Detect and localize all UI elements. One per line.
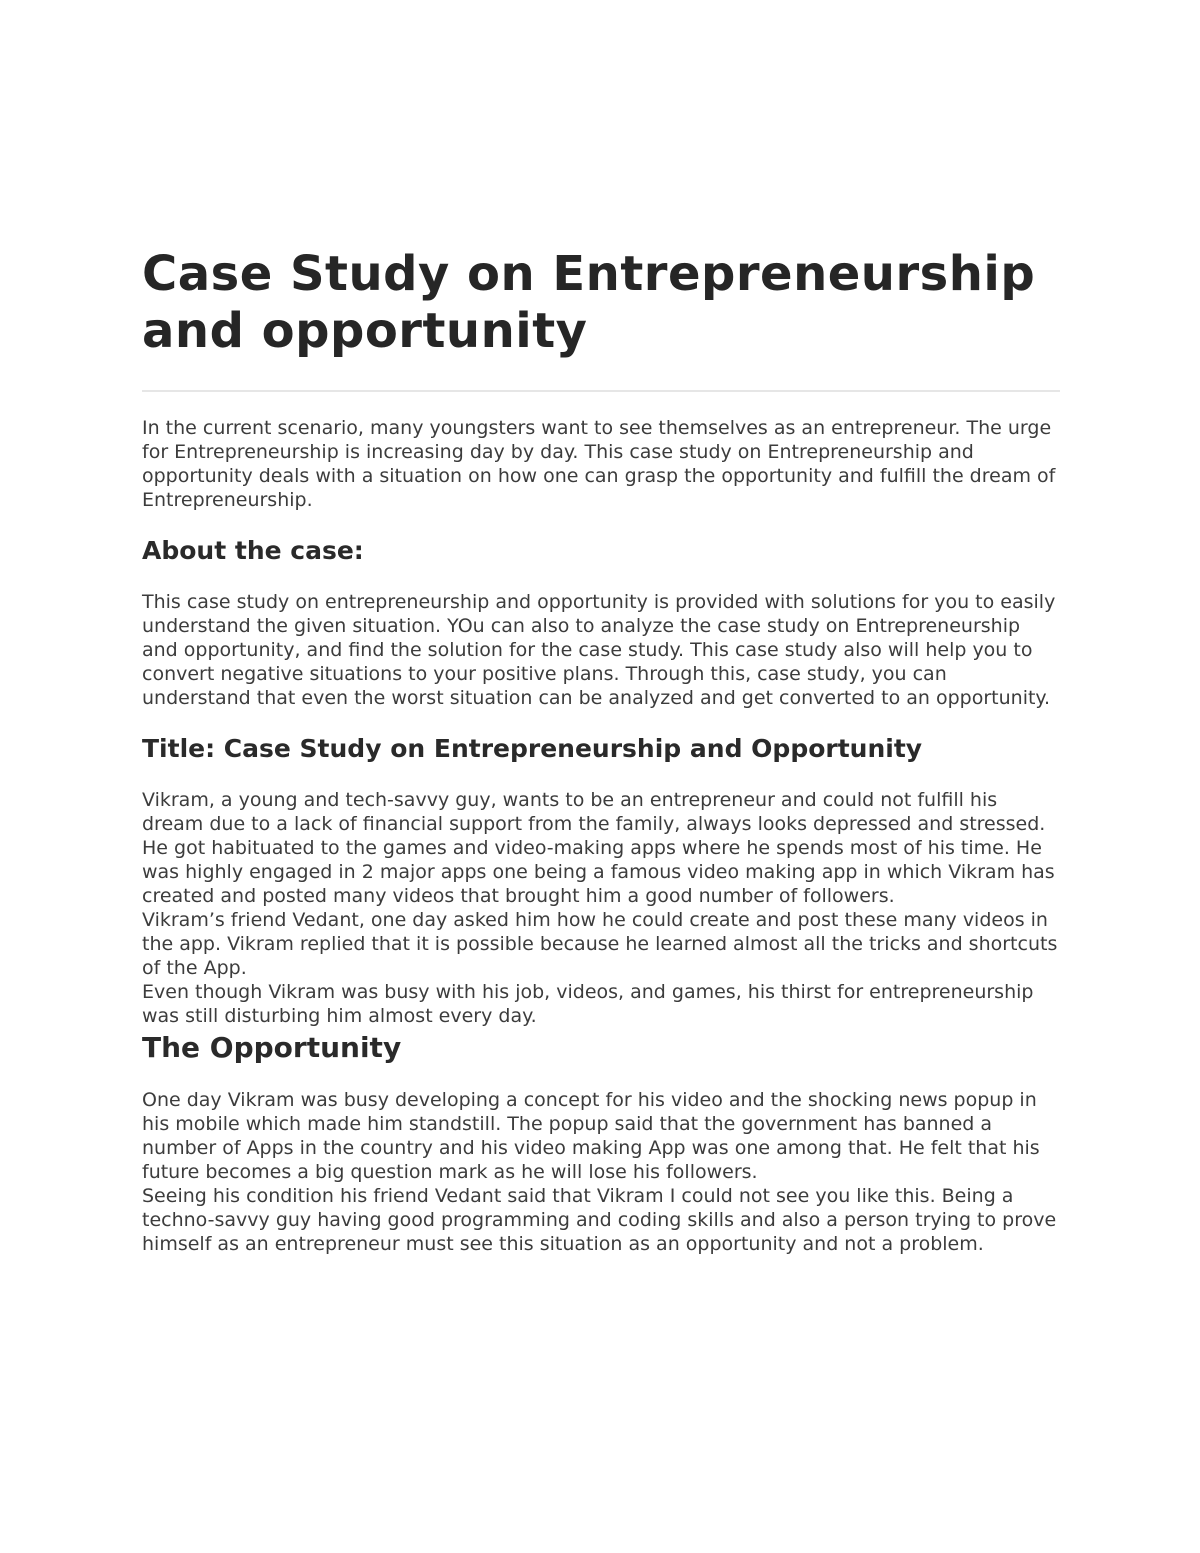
opportunity-paragraph-2: Seeing his condition his friend Vedant said that Vikram I could not see you like this. Being a techno-savvy guy having good programming and coding skills and also a person trying to prove himself as an entrepreneur must see this situation as an opportunity and not a problem. (142, 1185, 1057, 1255)
document-page (142, 246, 1060, 1256)
about-heading: About the case: (142, 536, 364, 565)
intro-paragraph: In the current scenario, many youngsters want to see themselves as an entrepreneur. The urge for Entrepreneurship is increasing day by day. This case study on Entrepreneurship and opportunity deals with a situation on how one can grasp the opportunity and fulfill the dream of Entrepreneurship. (142, 417, 1056, 511)
case-title-heading: Title: Case Study on Entrepreneurship and Opportunity (142, 734, 923, 763)
opportunity-paragraph-1: One day Vikram was busy developing a concept for his video and the shocking news popup in his mobile which made him standstill. The popup said that the government has banned a number of Apps in the country and his video making App was one among that. He felt that his future becomes a big question mark as he will lose his followers. (142, 1089, 1040, 1183)
about-paragraph: This case study on entrepreneurship and opportunity is provided with solutions for you to easily understand the given situation. YOu can also to analyze the case study on Entrepreneurship and opportunity, and find the solution for the case study. This case study also will help you to convert negative situations to your positive plans. Through this, case study, you can understand that even the worst situation can be analyzed and get converted to an opportunity. (142, 591, 1056, 709)
document-title: Case Study on Entrepreneurship and opportunity (142, 246, 1036, 359)
case-paragraph-1: Vikram, a young and tech-savvy guy, wants to be an entrepreneur and could not fulfill his dream due to a lack of financial support from the family, always looks depressed and stressed. He got habituated to the games and video-making apps where he spends most of his time. He was highly engaged in 2 major apps one being a famous video making app in which Vikram has created and posted many videos that brought him a good number of followers. (142, 789, 1055, 907)
case-paragraph-2: Vikram’s friend Vedant, one day asked him how he could create and post these many videos in the app. Vikram replied that it is possible because he learned almost all the tricks and shortcuts of the App. (142, 909, 1058, 979)
case-paragraph-3: Even though Vikram was busy with his job, videos, and games, his thirst for entrepreneurship was still disturbing him almost every day. (142, 981, 1034, 1027)
opportunity-heading: The Opportunity (142, 1031, 402, 1064)
title-divider (142, 390, 1060, 392)
